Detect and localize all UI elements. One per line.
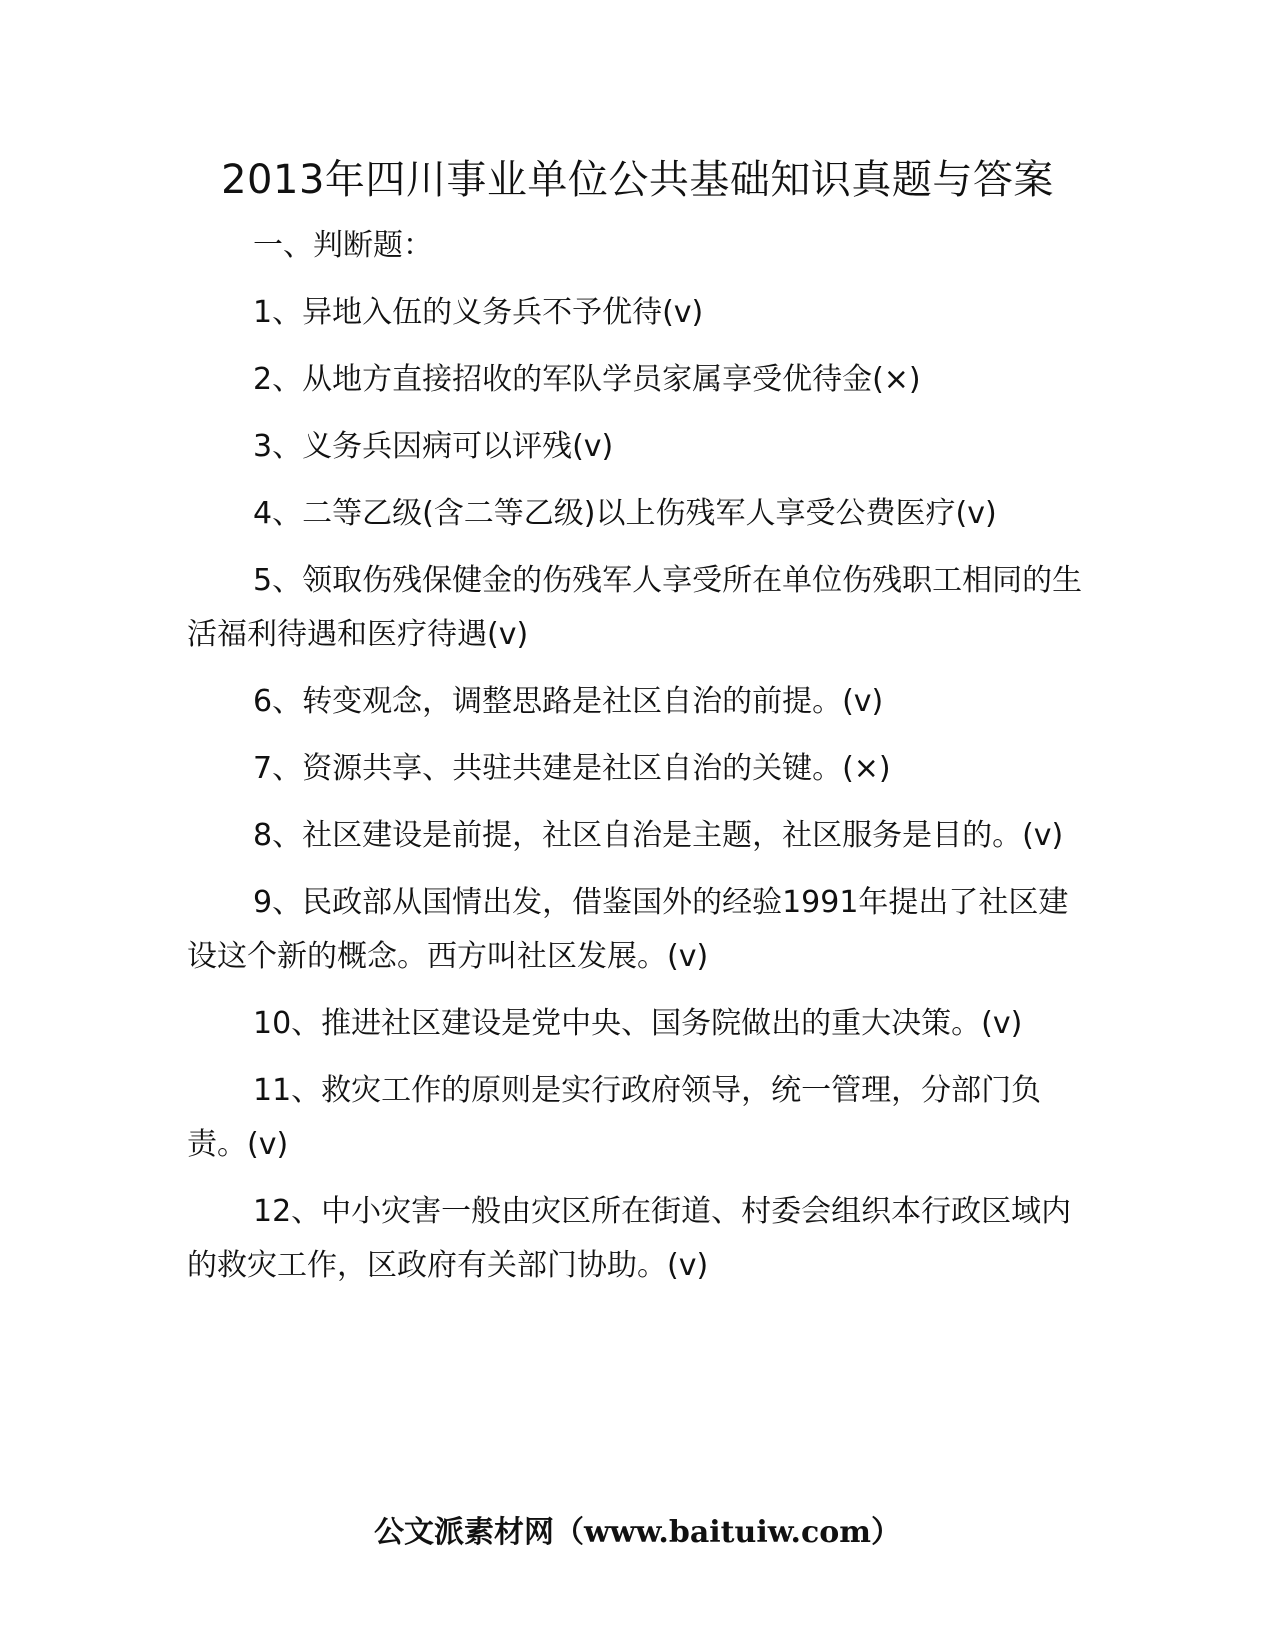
question-item-8: 8、社区建设是前提，社区自治是主题，社区服务是目的。(v) [253, 818, 1064, 853]
question-item-2: 2、从地方直接招收的军队学员家属享受优待金(×) [253, 362, 921, 397]
document-body [187, 219, 1087, 1306]
question-item-9: 9、民政部从国情出发，借鉴国外的经验1991年提出了社区建设这个新的概念。西方叫社区发展。(v) [187, 885, 1069, 974]
question-item-4: 4、二等乙级(含二等乙级)以上伤残军人享受公费医疗(v) [253, 496, 997, 531]
question-item-10: 10、推进社区建设是党中央、国务院做出的重大决策。(v) [253, 1006, 1023, 1041]
question-item-7: 7、资源共享、共驻共建是社区自治的关键。(×) [253, 751, 891, 786]
question-item-12: 12、中小灾害一般由灾区所在街道、村委会组织本行政区域内的救灾工作，区政府有关部门协助。(v) [187, 1194, 1072, 1283]
question-item-3: 3、义务兵因病可以评残(v) [253, 429, 614, 464]
question-item-5: 5、领取伤残保健金的伤残军人享受所在单位伤残职工相同的生活福利待遇和医疗待遇(v) [187, 563, 1083, 652]
section-heading: 一、判断题： [253, 228, 433, 263]
document-title: 2013年四川事业单位公共基础知识真题与答案 [221, 157, 1054, 203]
question-item-6: 6、转变观念，调整思路是社区自治的前提。(v) [253, 684, 884, 719]
footer-watermark: 公文派素材网（www.baituiw.com） [373, 1515, 902, 1550]
question-item-11: 11、救灾工作的原则是实行政府领导，统一管理，分部门负责。(v) [187, 1073, 1042, 1162]
question-item-1: 1、异地入伍的义务兵不予优待(v) [253, 295, 704, 330]
